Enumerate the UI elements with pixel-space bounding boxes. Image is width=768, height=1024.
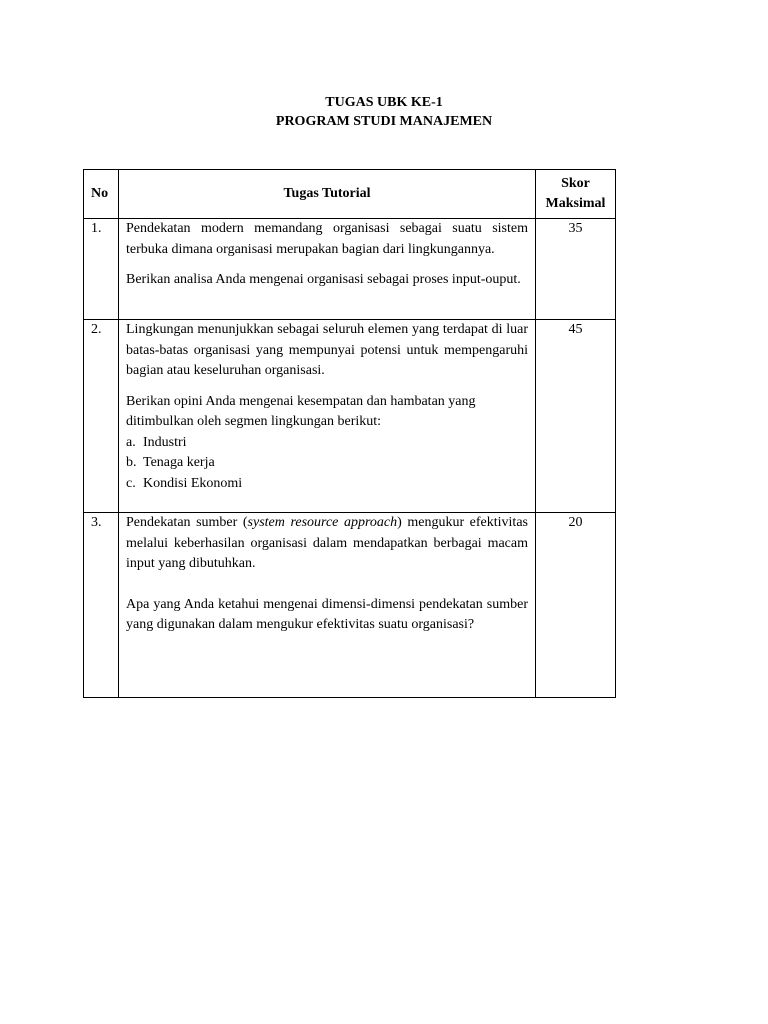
row-number: 1. bbox=[84, 219, 119, 320]
description-text-end: ) mengukur efektivitas melalui keberhasilan organisasi dalam mendapatkan berbagai macam input yang dibutuhkan. bbox=[126, 515, 528, 571]
score-cell: 20 bbox=[536, 513, 616, 698]
task-table bbox=[83, 169, 616, 698]
document-title: TUGAS UBK KE-1 bbox=[325, 95, 443, 110]
header-task: Tugas Tutorial bbox=[119, 170, 536, 219]
list-item bbox=[126, 453, 528, 474]
list-item bbox=[126, 474, 528, 495]
table-row bbox=[84, 219, 616, 320]
row-number: 2. bbox=[84, 320, 119, 513]
description-italic-term: system resource approach bbox=[247, 515, 398, 530]
option-marker: b. bbox=[126, 455, 137, 470]
task-description bbox=[126, 513, 528, 575]
task-description: Lingkungan menunjukkan sebagai seluruh elemen yang terdapat di luar batas-batas organisasi yang mempunyai potensi untuk mempengaruhi bagian atau keseluruhan organisasi. bbox=[126, 322, 528, 378]
header-score bbox=[536, 170, 616, 219]
task-question: Berikan analisa Anda mengenai organisasi sebagai proses input-ouput. bbox=[126, 272, 521, 287]
score-cell: 35 bbox=[536, 219, 616, 320]
option-text: Tenaga kerja bbox=[143, 455, 215, 470]
score-cell: 45 bbox=[536, 320, 616, 513]
task-question: Apa yang Anda ketahui mengenai dimensi-dimensi pendekatan sumber yang digunakan dalam mengukur efektivitas suatu organisasi? bbox=[126, 596, 528, 632]
option-marker: c. bbox=[126, 475, 136, 491]
list-item bbox=[126, 433, 528, 454]
task-question: Berikan opini Anda mengenai kesempatan dan hambatan yang ditimbulkan oleh segmen lingkungan berikut: bbox=[126, 393, 476, 429]
option-text: Kondisi Ekonomi bbox=[143, 475, 243, 491]
option-text: Industri bbox=[143, 434, 187, 450]
option-list bbox=[126, 433, 528, 495]
header-score-line1: Skor bbox=[561, 175, 590, 191]
table-row bbox=[84, 320, 616, 513]
header-no: No bbox=[84, 170, 119, 219]
row-number: 3. bbox=[84, 513, 119, 698]
task-cell bbox=[119, 513, 536, 698]
header-score-line2: Maksimal bbox=[545, 196, 606, 211]
table-row bbox=[84, 513, 616, 698]
description-text-start: Pendekatan sumber ( bbox=[126, 515, 248, 530]
task-description: Pendekatan modern memandang organisasi sebagai suatu sistem terbuka dimana organisasi merupakan bagian dari lingkungannya. bbox=[126, 221, 528, 257]
table-header-row bbox=[84, 170, 616, 219]
task-cell bbox=[119, 219, 536, 320]
option-marker: a. bbox=[126, 434, 136, 450]
document-subtitle: PROGRAM STUDI MANAJEMEN bbox=[275, 114, 493, 129]
task-cell bbox=[119, 320, 536, 513]
